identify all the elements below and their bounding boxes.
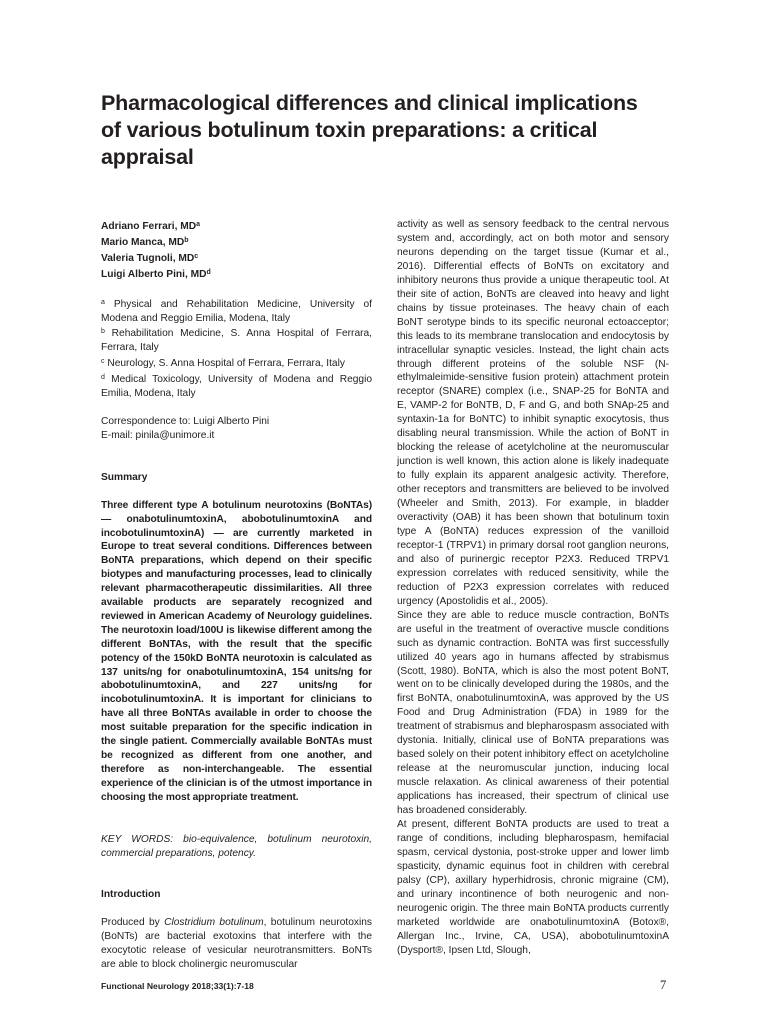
journal-citation: Functional Neurology 2018;33(1):7-18 [101,981,254,991]
author: Adriano Ferrari, $MD^a$ [101,221,201,232]
summary-heading: Summary [101,471,148,483]
affiliation: $^b$ Rehabilitation Medicine, S. Anna Hospital of Ferrara, Ferrara, Italy [101,328,372,354]
body-paragraph: At present, different BoNTA products are used to treat a range of conditions, including blepharospasm, hemifacial spasm, cervical dystonia, post-stroke upper and lower limb spasticity, dynamic equinus foot in children with cerebral palsy (CP), axillary hyperhidrosis, chronic migraine (CM), and urinary incontinence of both neurogenic and non-neurogenic origin. The three main BoNTA products currently marketed worldwide are onabotulinumtoxinA (Botox®, Allergan Inc., Irvine, CA, USA), abobotulinumtoxinA (Dysport®, Ipsen Ltd, Slough, [397,818,669,956]
body-paragraph: Since they are able to reduce muscle contraction, BoNTs are useful in the treatment of overactive muscle conditions such as dynamic contraction. BoNTA was first successfully utilized 40 years ago in humans affected by strabismus (Scott, 1980). BoNTA, which is also the most potent BoNT, went on to be clinically developed during the 1980s, and the first BoNTA, onabotulinumtoxinA, was approved by the US Food and Drug Administration (FDA) in 1989 for the treatment of strabismus and blepharospasm associated with dystonia. Initially, clinical use of BoNTA preparations was based solely on their potent inhibitory effect on acetylcholine release at the neuromuscular junction, inducing local muscle relaxation. As clinical awareness of their potential applications has increased, their spectrum of clinical use has broadened considerably. [397,609,669,817]
left-column [101,218,372,972]
correspondence-email: E-mail: pinila@unimore.it [101,429,215,441]
affiliation: $^c$ Neurology, S. Anna Hospital of Ferrara, Ferrara, Italy [101,358,345,370]
affiliation: $^a$ Physical and Rehabilitation Medicine, University of Modena and Reggio Emilia, Modena, Italy [101,298,372,324]
author-list [101,218,372,282]
right-column [397,218,669,958]
author: Valeria Tugnoli, $MD^c$ [101,252,199,264]
page-number: 7 [660,978,667,992]
summary-text: Three different type A botulinum neurotoxins (BoNTAs) — onabotulinumtoxinA, abobotulinumtoxinA and incobotulinumtoxinA) — are currently marketed in Europe to treat several conditions. Differences between BoNTA preparations, which depend on their specific biotypes and manufacturing processes, lead to clinically relevant pharmacotherapeutic dissimilarities. All three available products are separately recognized and reviewed in American Academy of Neurology guidelines. The neurotoxin load/100U is likewise different among the different BoNTAs, with the result that the specific potency of the 150kD BoNTA neurotoxin is calculated as 137 units/ng for onabotulinumtoxinA, 154 units/ng for abobotulinumtoxinA, and 227 units/ng for incobotulinumtoxinA. It is important for clinicians to have all three BoNTAs available in order to choose the most suitable preparation for the specific indication in the single patient. Commercially available BoNTAs must be recognized as different from one another, and therefore as non-interchangeable. The essential experience of the clinician is of the utmost importance in choosing the most appropriate treatment. [101,499,372,803]
correspondence-name: Correspondence to: Luigi Alberto Pini [101,415,270,427]
affiliation-list [101,296,372,401]
correspondence [101,415,372,443]
introduction-heading: Introduction [101,889,161,901]
keywords: KEY WORDS: bio-equivalence, botulinum neurotoxin, commercial preparations, potency. [101,833,372,859]
body-paragraph: activity as well as sensory feedback to the central nervous system and, accordingly, act on both motor and sensory neurons depending on the target tissue (Kumar et al., 2016). Differential effects of BoNTs on excitatory and inhibitory neurons thus provide a unique therapeutic tool. At their site of action, BoNTs are cleaved into heavy and light chains by tissue proteinases. The heavy chain of each BoNT serotype binds to its specific neuronal ectoacceptor; this leads to its membrane translocation and endocytosis by intracellular synaptic vesicles. Instead, the light chain acts through different proteins of the soluble NSF (N-ethylmaleimide-sensitive fusion protein) attachment protein receptor (SNARE) complex (i.e., SNAP-25 for BoNTA and E, VAMP-2 for BoNTB, D, F and G, and both SNAp-25 and syntaxin-1a for BoNTC) to inhibit synaptic exocytosis, thus disabling neural transmission. While the action of BoNT in blocking the release of acetylcholine at the neuromuscular junction is well known, this action alone is likely inadequate to fully explain its apparent analgesic activity. Therefore, other receptors and transmitters are believed to be involved (Wheeler and Smith, 2013). For example, in bladder overactivity (OAB) it has been shown that botulinum toxin type A (BoNTA) reduces expression of the vanilloid receptor-1 (TRPV1) in primary dorsal root ganglion neurons, and also of purinergic receptor P2X3. Reduced TRPV1 expression correlates with reduced sensitivity, while the reduction of P2X3 expression correlates with reduced urgency (Apostolidis et al., 2005). [397,219,669,607]
introduction-text: Produced by Clostridium botulinum, botulinum neurotoxins (BoNTs) are bacterial exotoxins that interfere with the exocytotic release of vesicular neurotransmitters. BoNTs are able to block cholinergic neuromuscular [101,917,373,971]
organism-name: Clostridium botulinum [164,917,264,929]
author: Mario Manca, $MD^b$ [101,236,189,248]
article-title: Pharmacological differences and clinical implications of various botulinum toxin preparations: a critical appraisal [101,91,638,169]
affiliation: $^d$ Medical Toxicology, University of Modena and Reggio Emilia, Modena, Italy [101,374,372,400]
author: Luigi Alberto Pini, $MD^d$ [101,268,211,280]
